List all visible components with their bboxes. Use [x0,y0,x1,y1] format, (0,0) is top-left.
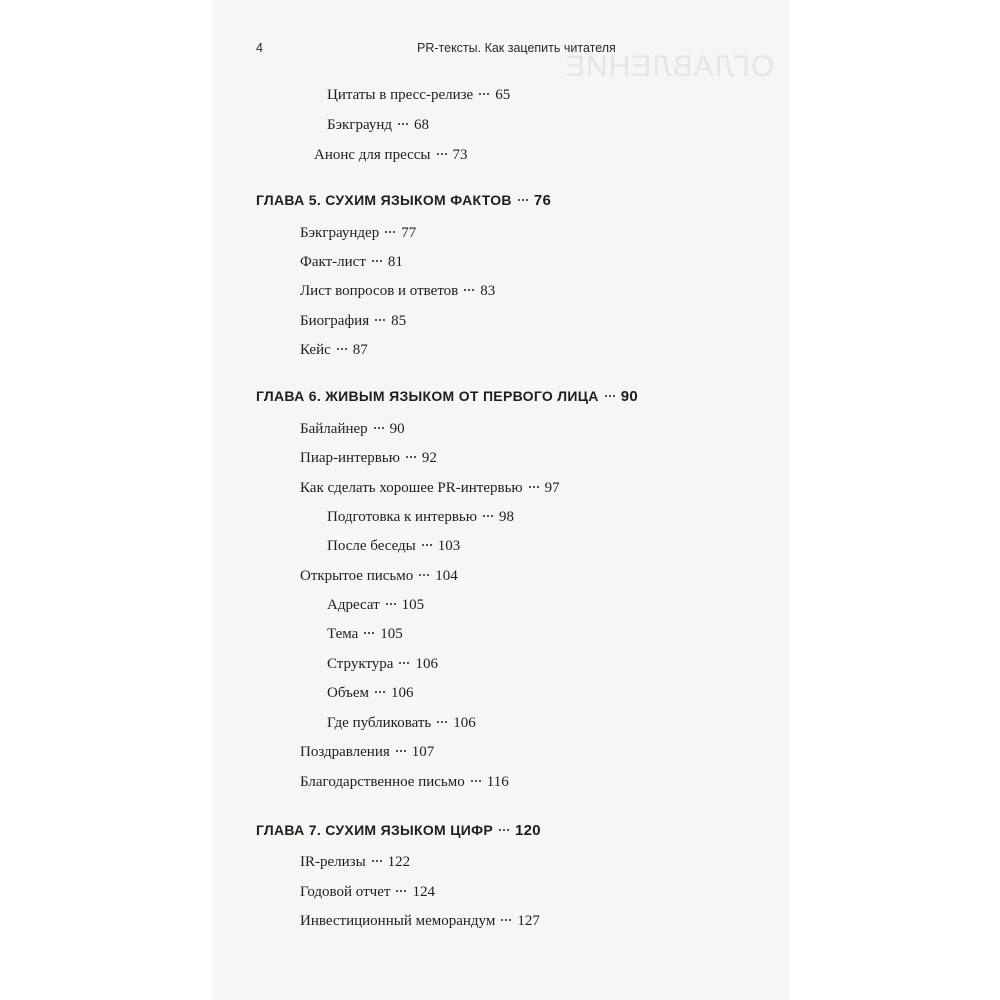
toc-entry-page: 127 [517,913,540,929]
dot-leader [396,750,406,752]
toc-chapter-page: 120 [515,822,541,839]
toc-entry-page: 107 [411,744,435,760]
bleed-through-text: ОГЛАВЛЕНИЕ [563,50,774,83]
toc-entry-title: Благодарственное письмо [300,774,465,790]
running-title: PR-тексты. Как зацепить читателя [417,41,616,55]
dot-leader [605,395,615,397]
toc-entry-page: 92 [421,450,437,466]
toc-entry-page: 90 [389,421,405,437]
toc-entry-page: 87 [352,342,368,358]
page-number: 4 [256,41,263,55]
dot-leader [375,691,385,693]
toc-entry-page: 65 [495,87,511,103]
dot-leader [499,829,509,831]
toc-entry-title: Пиар-интервью [300,450,400,466]
toc-entry-page: 85 [391,313,407,329]
dot-leader [385,231,395,233]
toc-entry-page: 105 [401,597,425,613]
toc-entry-title: Объем [327,685,369,701]
dot-leader [396,890,406,892]
toc-entry-page: 68 [414,117,430,133]
dot-leader [398,123,408,125]
toc-chapter-title: ГЛАВА 5. СУХИМ ЯЗЫКОМ ФАКТОВ [256,192,512,208]
toc-chapter-page: 90 [620,388,638,405]
dot-leader [374,427,384,429]
dot-leader [422,544,432,546]
toc-entry-page: 106 [391,685,414,701]
toc-entry-title: Подготовка к интервью [327,509,477,525]
toc-entry-title: Анонс для прессы [314,147,431,163]
toc-entry-title: Как сделать хорошее PR-интервью [300,480,523,496]
toc-entry-title: Бэкграунд [327,117,393,133]
toc-entry-page: 77 [401,225,417,241]
toc-entry-title: Структура [327,656,394,672]
dot-leader [386,603,396,605]
dot-leader [399,662,409,664]
dot-leader [406,456,416,458]
toc-entry-title: IR-релизы [300,854,366,870]
toc-entry-title: Лист вопросов и ответов [300,283,459,299]
toc-entry-title: Биография [300,313,370,329]
toc-entry-title: Факт-лист [300,254,366,270]
dot-leader [372,860,382,862]
toc-entry-title: Инвестиционный меморандум [300,913,496,929]
toc-entry-title: Годовой отчет [300,884,391,900]
toc-entry-title: Тема [327,626,359,642]
toc-entry-title: После беседы [327,538,416,554]
toc-entry-page: 81 [387,254,403,270]
dot-leader [372,260,382,262]
dot-leader [518,199,528,201]
dot-leader [364,632,374,634]
toc-entry-page: 124 [412,884,435,900]
toc-entry-title: Адресат [327,597,380,613]
toc-entry-title: Байлайнер [300,421,368,437]
toc-chapter-page: 76 [533,192,552,209]
toc-entry-title: Открытое письмо [300,568,414,584]
toc-entry-page: 103 [437,538,461,554]
dot-leader [375,319,385,321]
toc-entry-page: 105 [380,626,403,642]
toc-entry-page: 73 [452,147,468,163]
toc-entry-page: 116 [486,774,509,790]
toc-entry-page: 83 [480,283,496,299]
toc-entry-page: 104 [435,568,458,584]
toc-entry-title: Поздравления [300,744,390,760]
dot-leader [471,780,481,782]
page-header [256,41,766,61]
dot-leader [529,486,539,488]
toc-entry-page: 97 [544,480,560,496]
toc-entry-title: Цитаты в пресс-релизе [327,87,474,103]
dot-leader [501,919,511,921]
toc-entry-title: Где публиковать [327,715,432,731]
dot-leader [419,574,429,576]
dot-leader [464,289,474,291]
toc-entry-title: Кейс [300,342,331,358]
toc-entry-title: Бэкграундер [300,225,380,241]
book-page [212,0,790,1000]
toc-chapter-title: ГЛАВА 6. ЖИВЫМ ЯЗЫКОМ ОТ ПЕРВОГО ЛИЦА [256,388,599,404]
dot-leader [337,348,347,350]
toc-entry-page: 106 [453,715,476,731]
toc-entry-page: 98 [498,509,514,525]
dot-leader [479,93,489,95]
toc-chapter-title: ГЛАВА 7. СУХИМ ЯЗЫКОМ ЦИФР [256,822,493,838]
toc-entry-page: 122 [387,854,411,870]
dot-leader [483,515,493,517]
toc-entry-page: 106 [415,656,438,672]
dot-leader [437,153,447,155]
dot-leader [437,721,447,723]
